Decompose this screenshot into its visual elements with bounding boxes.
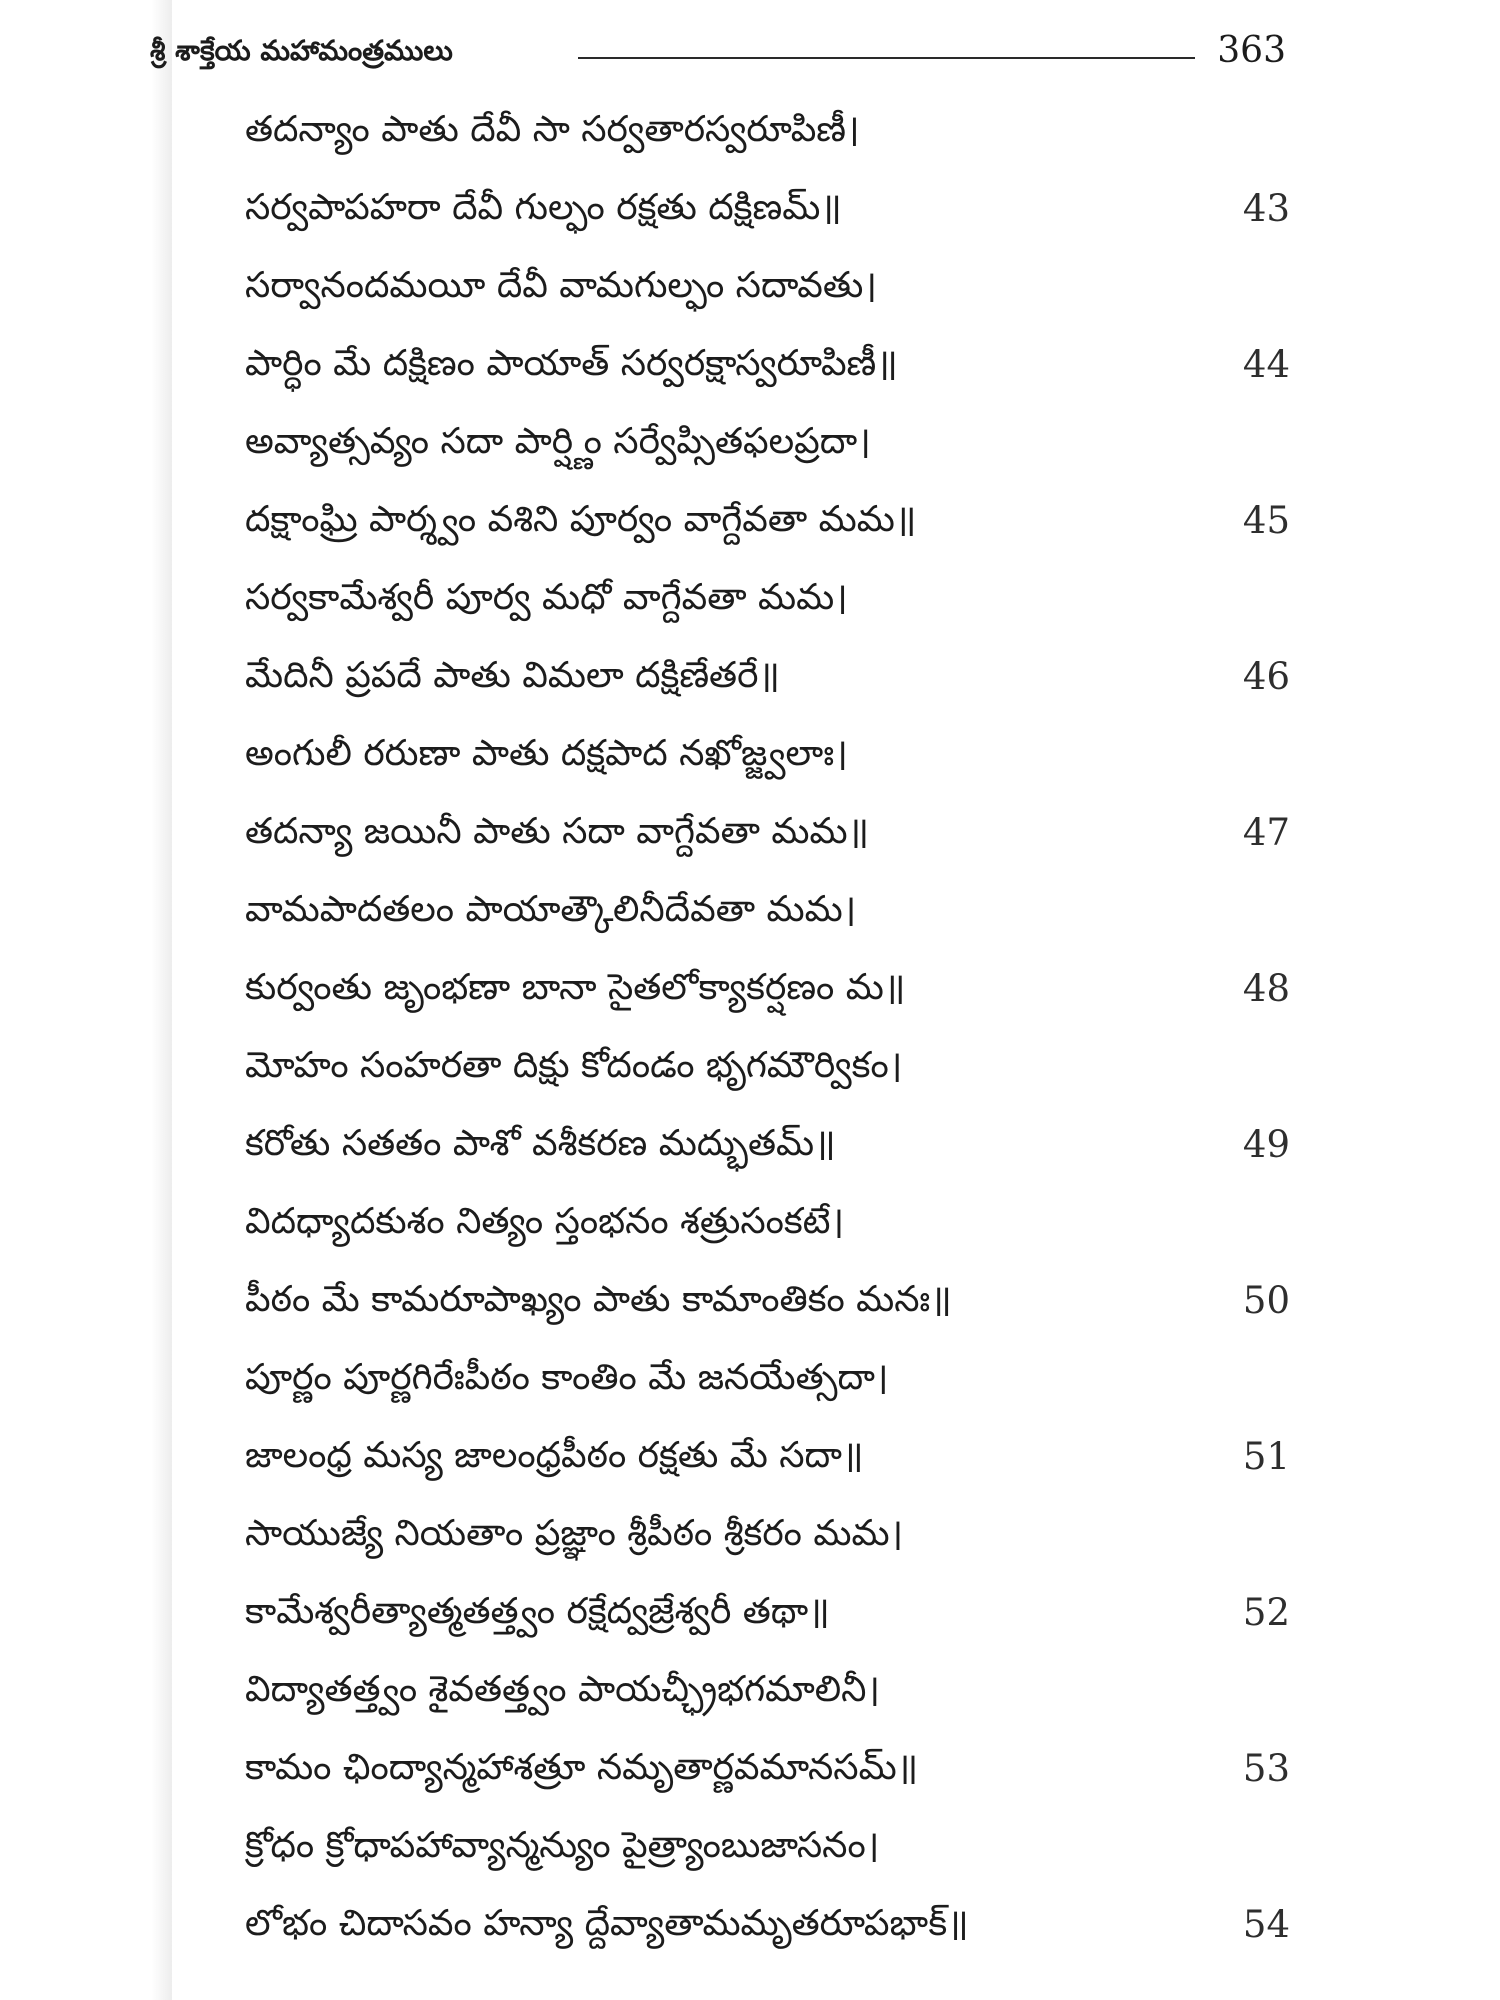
verse-text: విద్యాతత్త్వం శైవతత్త్వం పాయచ్ఛ్రీభగమాలినీ।: [245, 1669, 881, 1710]
verse-line: [0, 1187, 1500, 1265]
verse-line: [0, 719, 1500, 797]
verse-line: [0, 173, 1500, 251]
verse-number: 44: [1242, 343, 1290, 386]
verse-line: [0, 797, 1500, 875]
verse-line: [0, 875, 1500, 953]
verse-text: తదన్యా జయినీ పాతు సదా వాగ్దేవతా మమ॥: [245, 811, 870, 852]
verse-text: దక్షాంఘ్రి పార్శ్వం వశిని పూర్వం వాగ్దేవతా మమ॥: [245, 499, 917, 540]
verse-line: [0, 485, 1500, 563]
verse-number: 52: [1242, 1591, 1290, 1634]
verse-text: సర్వపాపహరా దేవీ గుల్ఫం రక్షతు దక్షిణమ్॥: [245, 187, 842, 228]
verse-number: 50: [1242, 1279, 1290, 1322]
verse-line: [0, 95, 1500, 173]
verse-line: [0, 407, 1500, 485]
verse-line: [0, 1889, 1500, 1967]
verse-text: లోభం చిదాసవం హన్యా ద్దేవ్యాతామమృతరూపభాక్॥: [245, 1903, 969, 1944]
verse-number: 51: [1242, 1435, 1290, 1478]
running-title: శ్రీ శాక్తేయ మహామంత్రములు: [150, 34, 453, 67]
verse-line: [0, 1733, 1500, 1811]
verse-line: [0, 251, 1500, 329]
verse-line: [0, 953, 1500, 1031]
verse-text: కామేశ్వరీత్యాత్మతత్త్వం రక్షేద్వజ్రేశ్వరీ తథా॥: [245, 1591, 830, 1632]
header-rule: [578, 57, 1195, 59]
verse-number: 54: [1242, 1903, 1290, 1946]
verse-text: కామం ఛింద్యాన్మహాశత్రూ నమృతార్ణవమానసమ్॥: [245, 1747, 919, 1788]
page-header: [150, 28, 1300, 88]
verse-text: పూర్ణం పూర్ణగిరేఃపీఠం కాంతిం మే జనయేత్సదా।: [245, 1357, 889, 1398]
verse-line: [0, 1811, 1500, 1889]
verse-line: [0, 329, 1500, 407]
verse-line: [0, 1421, 1500, 1499]
verse-number: 43: [1242, 187, 1290, 230]
verse-line: [0, 641, 1500, 719]
verse-line: [0, 1031, 1500, 1109]
verse-text: వామపాదతలం పాయాత్కౌలినీదేవతా మమ।: [245, 889, 857, 930]
verse-number: 49: [1242, 1123, 1290, 1166]
verse-text: పార్ధిం మే దక్షిణం పాయాత్ సర్వరక్షాస్వరూపిణీ॥: [245, 343, 898, 384]
verse-number: 47: [1242, 811, 1290, 854]
verse-line: [0, 1265, 1500, 1343]
verse-line: [0, 1343, 1500, 1421]
verse-text: మోహం సంహరతా దిక్షు కోదండం భృగమౌర్వికం।: [245, 1045, 903, 1086]
verse-number: 48: [1242, 967, 1290, 1010]
verse-number: 45: [1242, 499, 1290, 542]
verse-text: విదధ్యాదకుశం నిత్యం స్తంభనం శత్రుసంకటే।: [245, 1201, 845, 1242]
verse-number: 53: [1242, 1747, 1290, 1790]
verse-list: [0, 95, 1500, 1975]
verse-text: అవ్యాత్సవ్యం సదా పార్ష్ణిం సర్వేప్సితఫలప్రదా।: [245, 421, 871, 462]
verse-line: [0, 1577, 1500, 1655]
verse-text: సర్వకామేశ్వరీ పూర్వ మధో వాగ్దేవతా మమ।: [245, 577, 848, 618]
verse-text: పీఠం మే కామరూపాఖ్యం పాతు కామాంతికం మనః॥: [245, 1279, 952, 1320]
verse-text: కుర్వంతు జృంభణా బానా సైతలోక్యాకర్షణం మ॥: [245, 967, 906, 1008]
page-number: 363: [1217, 30, 1286, 71]
verse-text: మేదినీ ప్రపదే పాతు విమలా దక్షిణేతరే॥: [245, 655, 780, 696]
verse-number: 46: [1242, 655, 1290, 698]
verse-line: [0, 1499, 1500, 1577]
verse-text: జాలంధ్ర మస్య జాలంధ్రపీఠం రక్షతు మే సదా॥: [245, 1435, 864, 1476]
verse-line: [0, 1109, 1500, 1187]
verse-text: సాయుజ్యే నియతాం ప్రజ్ఞాం శ్రీపీఠం శ్రీకరం మమ।: [245, 1513, 904, 1554]
verse-text: అంగులీ రరుణా పాతు దక్షపాద నఖోజ్జ్వలాః।: [245, 733, 848, 774]
verse-text: కరోతు సతతం పాశో వశీకరణ మద్భుతమ్॥: [245, 1123, 836, 1164]
verse-line: [0, 1655, 1500, 1733]
verse-text: క్రోధం క్రోధాపహావ్యాన్మన్యుం పైత్ర్యాంబుజాసనం।: [245, 1825, 880, 1866]
verse-line: [0, 563, 1500, 641]
verse-text: తదన్యాం పాతు దేవీ సా సర్వతారస్వరూపిణీ।: [245, 109, 860, 150]
verse-text: సర్వానందమయీ దేవీ వామగుల్ఫం సదావతు।: [245, 265, 877, 306]
